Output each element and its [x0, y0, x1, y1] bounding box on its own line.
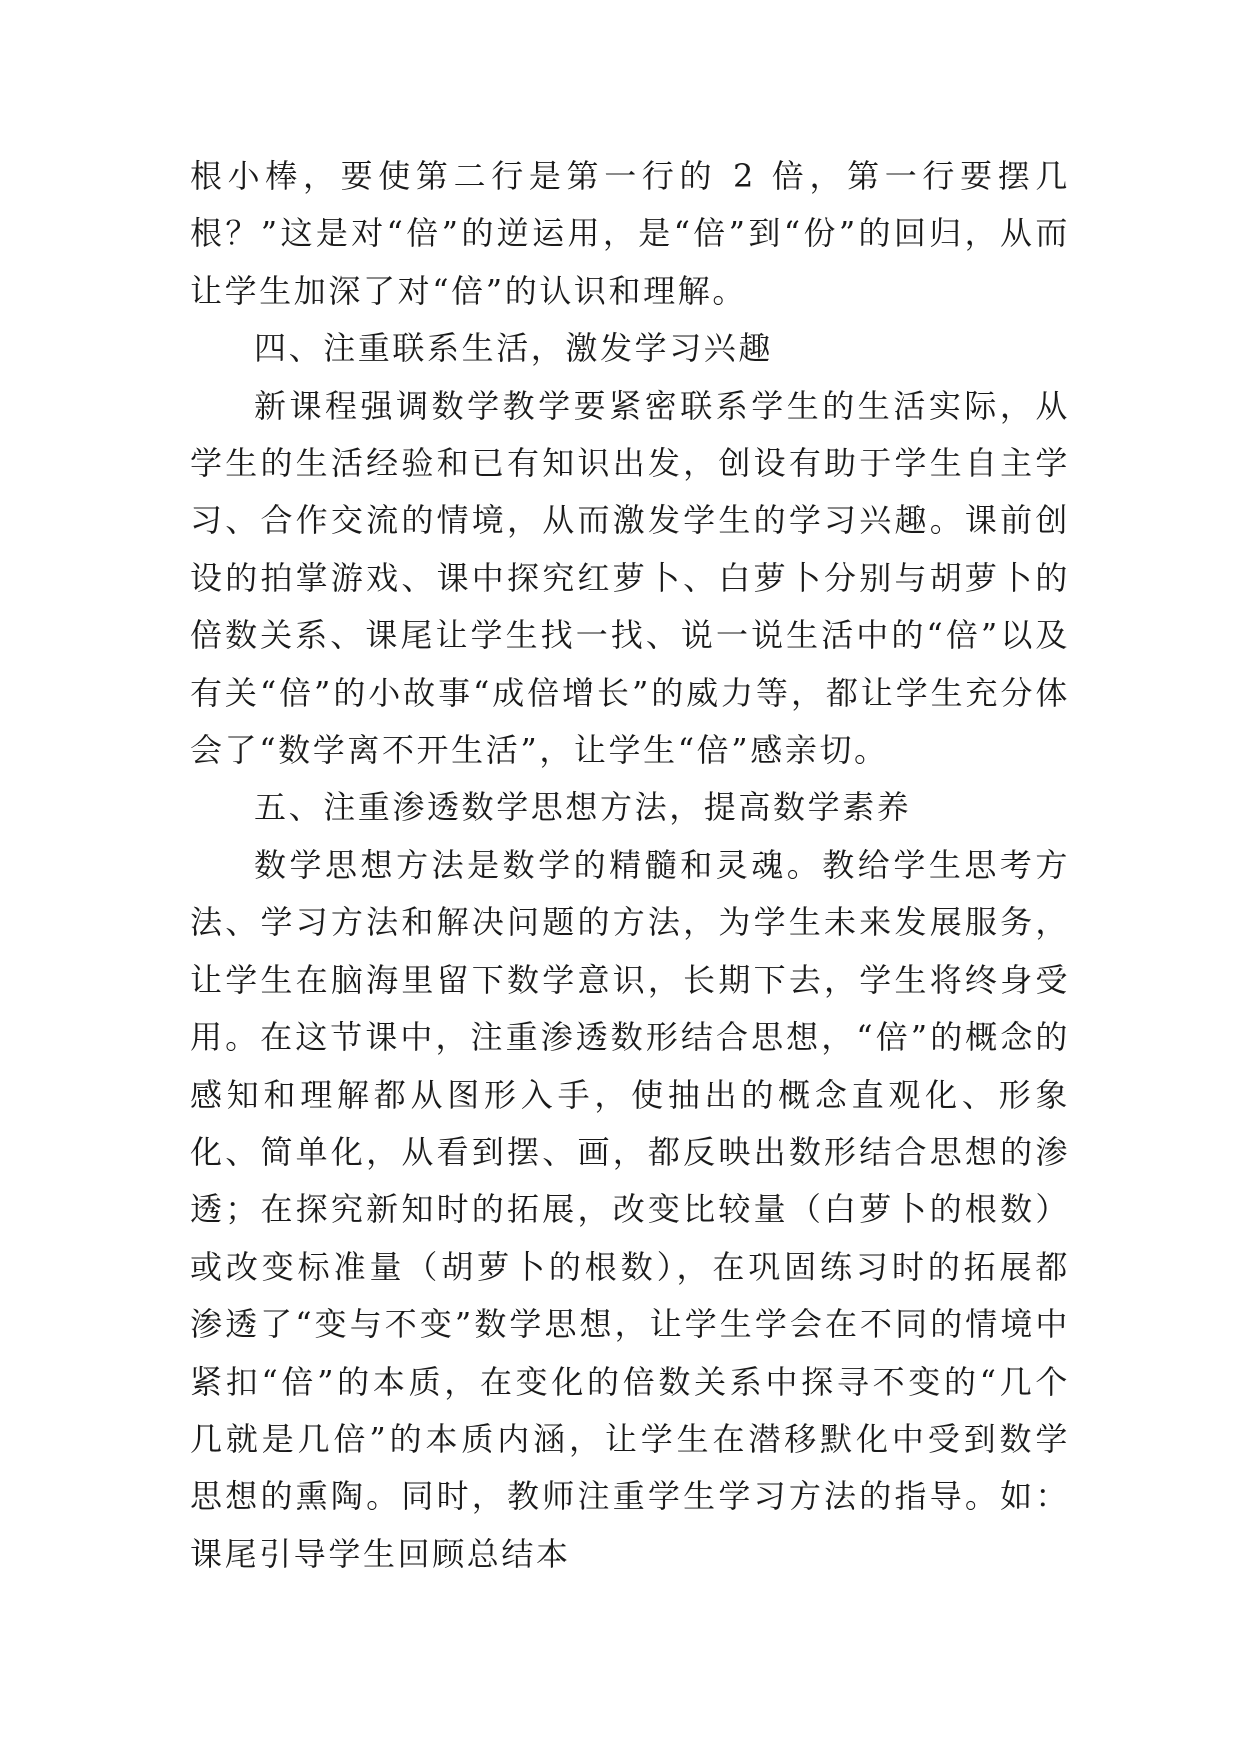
- document-body: [190, 148, 1070, 1583]
- paragraph-life-connection: 新课程强调数学教学要紧密联系学生的生活实际，从学生的生活经验和已有知识出发，创设有助于学生自主学习、合作交流的情境，从而激发学生的学习兴趣。课前创设的拍掌游戏、课中探究红萝卜、白萝卜分别与胡萝卜的倍数关系、课尾让学生找一找、说一说生活中的“倍”以及有关“倍”的小故事“成倍增长”的威力等，都让学生充分体会了“数学离不开生活”，让学生“倍”感亲切。: [190, 386, 1070, 770]
- section-heading-five: 五、注重渗透数学思想方法，提高数学素养: [254, 788, 912, 827]
- section-heading-four: 四、注重联系生活，激发学习兴趣: [254, 329, 774, 368]
- paragraph-continuation: 根小棒，要使第二行是第一行的 2 倍，第一行要摆几根？”这是对“倍”的逆运用，是“倍”到“份”的回归，从而让学生加深了对“倍”的认识和理解。: [190, 157, 1070, 310]
- paragraph-math-thinking: 数学思想方法是数学的精髓和灵魂。教给学生思考方法、学习方法和解决问题的方法，为学生未来发展服务，让学生在脑海里留下数学意识，长期下去，学生将终身受用。在这节课中，注重渗透数形结合思想，“倍”的概念的感知和理解都从图形入手，使抽出的概念直观化、形象化、简单化，从看到摆、画，都反映出数形结合思想的渗透；在探究新知时的拓展，改变比较量（白萝卜的根数）或改变标准量（胡萝卜的根数），在巩固练习时的拓展都渗透了“变与不变”数学思想，让学生学会在不同的情境中紧扣“倍”的本质，在变化的倍数关系中探寻不变的“几个几就是几倍”的本质内涵，让学生在潜移默化中受到数学思想的熏陶。同时，教师注重学生学习方法的指导。如：课尾引导学生回顾总结本: [190, 845, 1070, 1573]
